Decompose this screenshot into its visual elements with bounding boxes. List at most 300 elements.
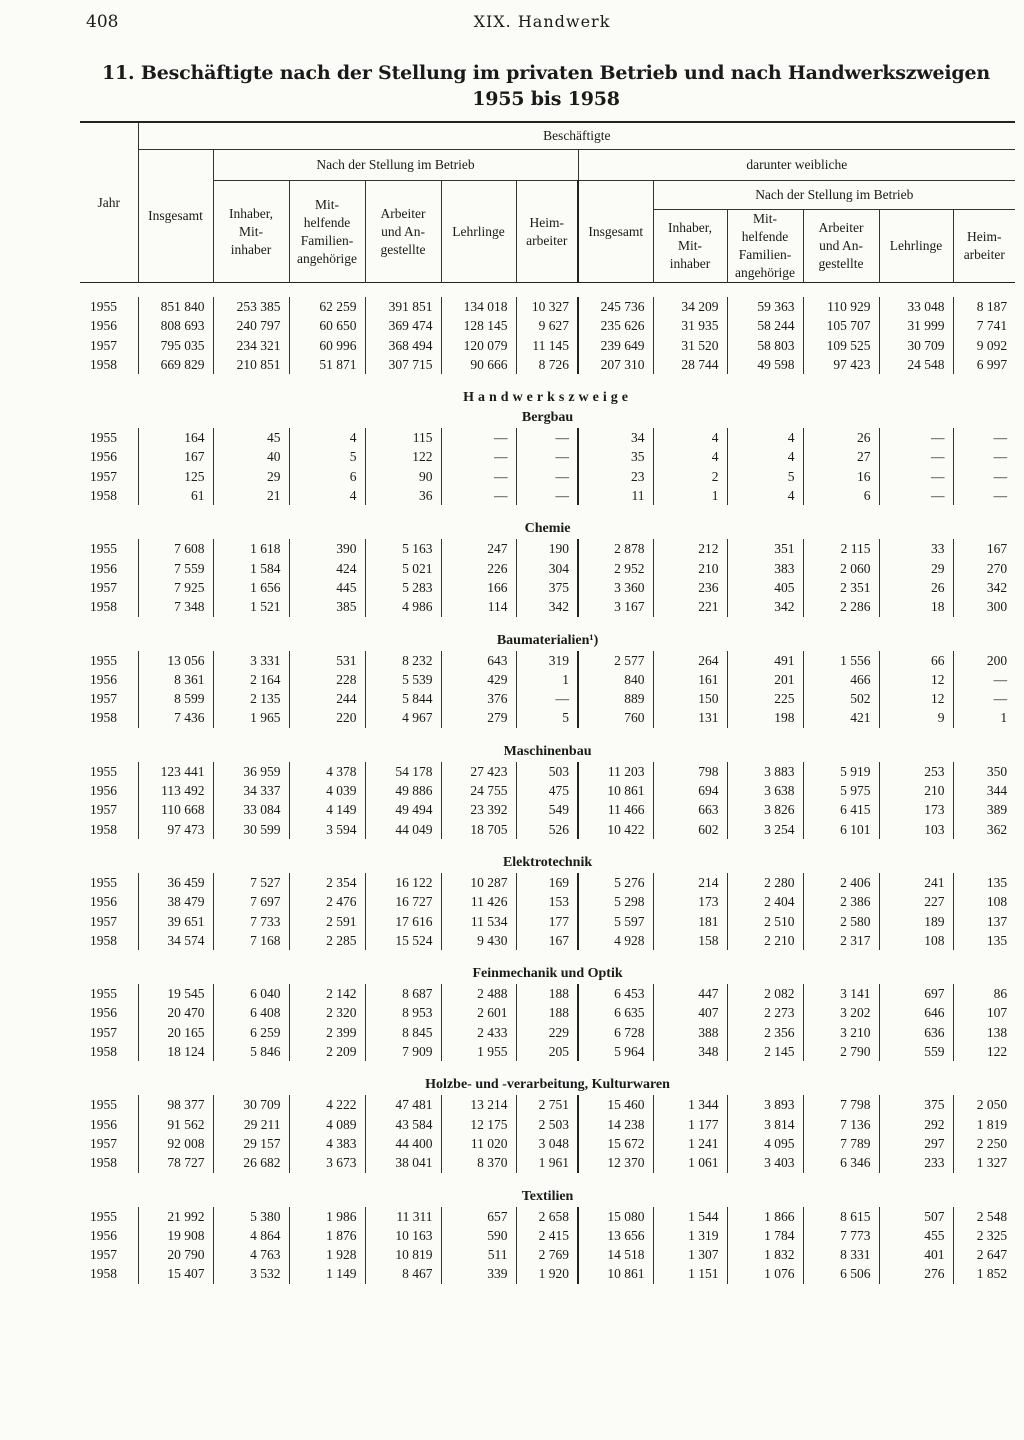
year-cell: 1957 bbox=[90, 1135, 117, 1151]
value-cell: 34 337 bbox=[213, 781, 289, 800]
table-header bbox=[80, 122, 1015, 283]
table-row bbox=[80, 316, 1015, 335]
value-cell: 4 089 bbox=[289, 1115, 365, 1134]
value-cell: 115 bbox=[365, 428, 441, 447]
value-cell: 383 bbox=[727, 559, 803, 578]
value-cell: 2 209 bbox=[289, 1042, 365, 1061]
value-cell: 2 952 bbox=[578, 559, 653, 578]
value-cell: 153 bbox=[516, 892, 578, 911]
value-cell: — bbox=[953, 428, 1015, 447]
value-cell: 5 163 bbox=[365, 539, 441, 558]
value-cell: 210 bbox=[879, 781, 953, 800]
value-cell: 8 370 bbox=[441, 1153, 516, 1172]
value-cell: 304 bbox=[516, 559, 578, 578]
value-cell: 491 bbox=[727, 651, 803, 670]
value-cell: 17 616 bbox=[365, 912, 441, 931]
value-cell: 7 798 bbox=[803, 1095, 879, 1114]
value-cell: 1 832 bbox=[727, 1245, 803, 1264]
value-cell: 1 961 bbox=[516, 1153, 578, 1172]
value-cell: 5 bbox=[516, 708, 578, 727]
value-cell: 6 635 bbox=[578, 1003, 653, 1022]
value-cell: 40 bbox=[213, 447, 289, 466]
value-cell: 270 bbox=[953, 559, 1015, 578]
value-cell: 1 656 bbox=[213, 578, 289, 597]
value-cell: 1 bbox=[953, 708, 1015, 727]
year-cell: 1956 bbox=[90, 671, 117, 687]
value-cell: 18 bbox=[879, 597, 953, 616]
header-mithelfende: Mit- helfende Familien- angehörige bbox=[289, 181, 365, 283]
value-cell: 342 bbox=[727, 597, 803, 616]
value-cell: 19 545 bbox=[138, 984, 213, 1003]
value-cell: 45 bbox=[213, 428, 289, 447]
value-cell: 5 bbox=[289, 447, 365, 466]
value-cell: 2 354 bbox=[289, 873, 365, 892]
value-cell: — bbox=[879, 447, 953, 466]
value-cell: 14 518 bbox=[578, 1245, 653, 1264]
header-w-nach-stellung: Nach der Stellung im Betrieb bbox=[653, 181, 1015, 210]
year-cell: 1957 bbox=[90, 691, 117, 707]
value-cell: 6 101 bbox=[803, 820, 879, 839]
value-cell: 2 601 bbox=[441, 1003, 516, 1022]
value-cell: 5 276 bbox=[578, 873, 653, 892]
table-row bbox=[80, 984, 1015, 1003]
value-cell: 344 bbox=[953, 781, 1015, 800]
value-cell: 10 287 bbox=[441, 873, 516, 892]
value-cell: 401 bbox=[879, 1245, 953, 1264]
value-cell: 2 210 bbox=[727, 931, 803, 950]
value-cell: 91 562 bbox=[138, 1115, 213, 1134]
table-row bbox=[80, 428, 1015, 447]
value-cell: — bbox=[516, 486, 578, 505]
value-cell: 445 bbox=[289, 578, 365, 597]
value-cell: 103 bbox=[879, 820, 953, 839]
value-cell: 198 bbox=[727, 708, 803, 727]
value-cell: 3 673 bbox=[289, 1153, 365, 1172]
table-row bbox=[80, 781, 1015, 800]
value-cell: 27 423 bbox=[441, 762, 516, 781]
value-cell: 2 050 bbox=[953, 1095, 1015, 1114]
section-title: Baumaterialien¹) bbox=[496, 632, 599, 648]
value-cell: 10 163 bbox=[365, 1226, 441, 1245]
year-cell: 1956 bbox=[90, 783, 117, 799]
value-cell: 3 883 bbox=[727, 762, 803, 781]
value-cell: 26 682 bbox=[213, 1153, 289, 1172]
value-cell: 1 151 bbox=[653, 1264, 727, 1283]
value-cell: 8 845 bbox=[365, 1023, 441, 1042]
value-cell: 1 521 bbox=[213, 597, 289, 616]
table-row bbox=[80, 800, 1015, 819]
value-cell: 60 996 bbox=[289, 336, 365, 355]
header-w-lehrlinge: Lehrlinge bbox=[879, 210, 953, 283]
value-cell: 234 321 bbox=[213, 336, 289, 355]
value-cell: 12 bbox=[879, 670, 953, 689]
value-cell: 2 082 bbox=[727, 984, 803, 1003]
value-cell: 173 bbox=[653, 892, 727, 911]
value-cell: 60 650 bbox=[289, 316, 365, 335]
value-cell: 1 149 bbox=[289, 1264, 365, 1283]
value-cell: 602 bbox=[653, 820, 727, 839]
year-cell: 1955 bbox=[90, 1097, 117, 1113]
value-cell: 27 bbox=[803, 447, 879, 466]
table-row bbox=[80, 297, 1015, 316]
year-cell: 1955 bbox=[90, 430, 117, 446]
value-cell: 2 bbox=[653, 467, 727, 486]
table-row bbox=[80, 1095, 1015, 1114]
value-cell: 4 967 bbox=[365, 708, 441, 727]
value-cell: 8 187 bbox=[953, 297, 1015, 316]
value-cell: 20 165 bbox=[138, 1023, 213, 1042]
value-cell: 2 250 bbox=[953, 1134, 1015, 1153]
value-cell: 9 bbox=[879, 708, 953, 727]
value-cell: 16 727 bbox=[365, 892, 441, 911]
value-cell: 3 202 bbox=[803, 1003, 879, 1022]
value-cell: 798 bbox=[653, 762, 727, 781]
value-cell: 30 599 bbox=[213, 820, 289, 839]
value-cell: 4 bbox=[727, 447, 803, 466]
value-cell: 1 344 bbox=[653, 1095, 727, 1114]
year-cell: 1955 bbox=[90, 1208, 117, 1224]
page-number: 408 bbox=[86, 12, 119, 32]
value-cell: — bbox=[953, 689, 1015, 708]
value-cell: 292 bbox=[879, 1115, 953, 1134]
value-cell: 214 bbox=[653, 873, 727, 892]
value-cell: 90 666 bbox=[441, 355, 516, 374]
spacer-row bbox=[80, 1061, 1015, 1075]
value-cell: 3 893 bbox=[727, 1095, 803, 1114]
table-row bbox=[80, 1153, 1015, 1172]
year-cell: 1956 bbox=[90, 560, 117, 576]
value-cell: 220 bbox=[289, 708, 365, 727]
value-cell: 1 177 bbox=[653, 1115, 727, 1134]
value-cell: 150 bbox=[653, 689, 727, 708]
value-cell: 44 400 bbox=[365, 1134, 441, 1153]
value-cell: 16 bbox=[803, 467, 879, 486]
value-cell: 247 bbox=[441, 539, 516, 558]
value-cell: 4 095 bbox=[727, 1134, 803, 1153]
value-cell: — bbox=[441, 486, 516, 505]
value-cell: 11 534 bbox=[441, 912, 516, 931]
value-cell: 107 bbox=[953, 1003, 1015, 1022]
value-cell: 90 bbox=[365, 467, 441, 486]
value-cell: 5 975 bbox=[803, 781, 879, 800]
value-cell: 350 bbox=[953, 762, 1015, 781]
value-cell: 2 325 bbox=[953, 1226, 1015, 1245]
value-cell: 167 bbox=[953, 539, 1015, 558]
value-cell: 66 bbox=[879, 651, 953, 670]
value-cell: 2 488 bbox=[441, 984, 516, 1003]
header-inhaber: Inhaber, Mit- inhaber bbox=[213, 181, 289, 283]
value-cell: 61 bbox=[138, 486, 213, 505]
table-row bbox=[80, 912, 1015, 931]
spacer-row bbox=[80, 728, 1015, 742]
value-cell: 2 433 bbox=[441, 1023, 516, 1042]
value-cell: — bbox=[879, 467, 953, 486]
value-cell: 2 386 bbox=[803, 892, 879, 911]
table-row bbox=[80, 1003, 1015, 1022]
value-cell: 3 210 bbox=[803, 1023, 879, 1042]
value-cell: 7 697 bbox=[213, 892, 289, 911]
value-cell: 407 bbox=[653, 1003, 727, 1022]
value-cell: 23 bbox=[578, 467, 653, 486]
value-cell: 134 018 bbox=[441, 297, 516, 316]
value-cell: 58 244 bbox=[727, 316, 803, 335]
title-line-2: 1955 bis 1958 bbox=[472, 88, 620, 110]
value-cell: 49 494 bbox=[365, 800, 441, 819]
value-cell: 235 626 bbox=[578, 316, 653, 335]
value-cell: 4 928 bbox=[578, 931, 653, 950]
value-cell: 1 986 bbox=[289, 1207, 365, 1226]
table-row bbox=[80, 931, 1015, 950]
value-cell: 8 232 bbox=[365, 651, 441, 670]
value-cell: 279 bbox=[441, 708, 516, 727]
value-cell: 21 bbox=[213, 486, 289, 505]
value-cell: 24 548 bbox=[879, 355, 953, 374]
value-cell: 5 539 bbox=[365, 670, 441, 689]
value-cell: — bbox=[516, 447, 578, 466]
table-row bbox=[80, 689, 1015, 708]
value-cell: 131 bbox=[653, 708, 727, 727]
section-title: Chemie bbox=[524, 521, 571, 537]
page-header bbox=[86, 12, 998, 38]
value-cell: 3 594 bbox=[289, 820, 365, 839]
value-cell: 502 bbox=[803, 689, 879, 708]
value-cell: 110 929 bbox=[803, 297, 879, 316]
value-cell: 26 bbox=[803, 428, 879, 447]
value-cell: 2 399 bbox=[289, 1023, 365, 1042]
section-title: Textilien bbox=[521, 1188, 574, 1204]
value-cell: — bbox=[516, 467, 578, 486]
value-cell: 2 647 bbox=[953, 1245, 1015, 1264]
value-cell: 7 773 bbox=[803, 1226, 879, 1245]
value-cell: 1 bbox=[516, 670, 578, 689]
value-cell: 30 709 bbox=[879, 336, 953, 355]
value-cell: 18 705 bbox=[441, 820, 516, 839]
value-cell: 161 bbox=[653, 670, 727, 689]
value-cell: 221 bbox=[653, 597, 727, 616]
value-cell: 1 bbox=[653, 486, 727, 505]
value-cell: 531 bbox=[289, 651, 365, 670]
value-cell: 188 bbox=[516, 1003, 578, 1022]
value-cell: 6 506 bbox=[803, 1264, 879, 1283]
value-cell: 2 142 bbox=[289, 984, 365, 1003]
year-cell: 1958 bbox=[90, 821, 117, 837]
value-cell: 1 928 bbox=[289, 1245, 365, 1264]
value-cell: 6 997 bbox=[953, 355, 1015, 374]
value-cell: — bbox=[516, 689, 578, 708]
value-cell: 5 844 bbox=[365, 689, 441, 708]
value-cell: 13 056 bbox=[138, 651, 213, 670]
value-cell: 375 bbox=[879, 1095, 953, 1114]
value-cell: 376 bbox=[441, 689, 516, 708]
value-cell: 3 638 bbox=[727, 781, 803, 800]
value-cell: 33 048 bbox=[879, 297, 953, 316]
value-cell: — bbox=[516, 428, 578, 447]
value-cell: 15 672 bbox=[578, 1134, 653, 1153]
value-cell: 210 851 bbox=[213, 355, 289, 374]
value-cell: 889 bbox=[578, 689, 653, 708]
value-cell: 228 bbox=[289, 670, 365, 689]
year-cell: 1957 bbox=[90, 1024, 117, 1040]
header-w-heimarbeiter: Heim- arbeiter bbox=[953, 210, 1015, 283]
value-cell: 8 467 bbox=[365, 1264, 441, 1283]
table-row bbox=[80, 539, 1015, 558]
value-cell: 4 bbox=[727, 486, 803, 505]
section-heading-row bbox=[80, 964, 1015, 984]
header-w-mithelfende: Mit- helfende Familien- angehörige bbox=[727, 210, 803, 283]
value-cell: 4 039 bbox=[289, 781, 365, 800]
value-cell: 300 bbox=[953, 597, 1015, 616]
value-cell: 10 819 bbox=[365, 1245, 441, 1264]
value-cell: 239 649 bbox=[578, 336, 653, 355]
value-cell: 190 bbox=[516, 539, 578, 558]
value-cell: 429 bbox=[441, 670, 516, 689]
value-cell: 11 311 bbox=[365, 1207, 441, 1226]
value-cell: 2 164 bbox=[213, 670, 289, 689]
value-cell: 6 728 bbox=[578, 1023, 653, 1042]
table-row bbox=[80, 1134, 1015, 1153]
value-cell: 120 079 bbox=[441, 336, 516, 355]
value-cell: 97 423 bbox=[803, 355, 879, 374]
value-cell: 18 124 bbox=[138, 1042, 213, 1061]
value-cell: 29 bbox=[879, 559, 953, 578]
value-cell: 2 580 bbox=[803, 912, 879, 931]
value-cell: 4 378 bbox=[289, 762, 365, 781]
header-lehrlinge: Lehrlinge bbox=[441, 181, 516, 283]
table-row bbox=[80, 1245, 1015, 1264]
value-cell: 2 751 bbox=[516, 1095, 578, 1114]
value-cell: 307 715 bbox=[365, 355, 441, 374]
value-cell: 6 408 bbox=[213, 1003, 289, 1022]
value-cell: 3 048 bbox=[516, 1134, 578, 1153]
year-cell: 1956 bbox=[90, 1116, 117, 1132]
value-cell: 351 bbox=[727, 539, 803, 558]
value-cell: 33 084 bbox=[213, 800, 289, 819]
value-cell: 9 627 bbox=[516, 316, 578, 335]
value-cell: 210 bbox=[653, 559, 727, 578]
value-cell: 2 356 bbox=[727, 1023, 803, 1042]
table-row bbox=[80, 670, 1015, 689]
value-cell: 8 361 bbox=[138, 670, 213, 689]
table-row bbox=[80, 578, 1015, 597]
value-cell: 2 591 bbox=[289, 912, 365, 931]
value-cell: — bbox=[953, 467, 1015, 486]
year-cell: 1958 bbox=[90, 710, 117, 726]
value-cell: 7 436 bbox=[138, 708, 213, 727]
year-cell: 1957 bbox=[90, 913, 117, 929]
section-title: Feinmechanik und Optik bbox=[472, 966, 623, 982]
value-cell: 122 bbox=[953, 1042, 1015, 1061]
value-cell: 2 790 bbox=[803, 1042, 879, 1061]
year-cell: 1956 bbox=[90, 1227, 117, 1243]
value-cell: 1 965 bbox=[213, 708, 289, 727]
value-cell: — bbox=[953, 486, 1015, 505]
year-cell: 1955 bbox=[90, 652, 117, 668]
section-heading-row bbox=[80, 853, 1015, 873]
year-cell: 1955 bbox=[90, 541, 117, 557]
value-cell: 1 819 bbox=[953, 1115, 1015, 1134]
value-cell: 244 bbox=[289, 689, 365, 708]
header-arbeiter: Arbeiter und An- gestellte bbox=[365, 181, 441, 283]
value-cell: 2 476 bbox=[289, 892, 365, 911]
value-cell: 590 bbox=[441, 1226, 516, 1245]
value-cell: 241 bbox=[879, 873, 953, 892]
value-cell: 138 bbox=[953, 1023, 1015, 1042]
value-cell: 851 840 bbox=[138, 297, 213, 316]
value-cell: 4 864 bbox=[213, 1226, 289, 1245]
value-cell: 1 618 bbox=[213, 539, 289, 558]
value-cell: 128 145 bbox=[441, 316, 516, 335]
value-cell: 4 bbox=[653, 428, 727, 447]
running-head: XIX. Handwerk bbox=[473, 12, 611, 31]
value-cell: 2 404 bbox=[727, 892, 803, 911]
value-cell: 1 061 bbox=[653, 1153, 727, 1172]
section-title: Holzbe- und -verarbeitung, Kulturwaren bbox=[425, 1077, 670, 1093]
value-cell: 177 bbox=[516, 912, 578, 931]
value-cell: 13 656 bbox=[578, 1226, 653, 1245]
value-cell: — bbox=[441, 428, 516, 447]
value-cell: 158 bbox=[653, 931, 727, 950]
spacer-row bbox=[80, 374, 1015, 388]
value-cell: 455 bbox=[879, 1226, 953, 1245]
table-row bbox=[80, 1115, 1015, 1134]
value-cell: 35 bbox=[578, 447, 653, 466]
value-cell: 1 241 bbox=[653, 1134, 727, 1153]
value-cell: 1 584 bbox=[213, 559, 289, 578]
value-cell: 447 bbox=[653, 984, 727, 1003]
header-w-insgesamt: Insgesamt bbox=[578, 181, 653, 283]
value-cell: 4 763 bbox=[213, 1245, 289, 1264]
section-heading-row bbox=[80, 742, 1015, 762]
value-cell: 549 bbox=[516, 800, 578, 819]
spacer-row bbox=[80, 839, 1015, 853]
spacer-row bbox=[80, 505, 1015, 519]
value-cell: 31 999 bbox=[879, 316, 953, 335]
value-cell: 2 286 bbox=[803, 597, 879, 616]
table-row bbox=[80, 708, 1015, 727]
value-cell: 6 bbox=[803, 486, 879, 505]
value-cell: 7 527 bbox=[213, 873, 289, 892]
value-cell: 7 168 bbox=[213, 931, 289, 950]
year-cell: 1956 bbox=[90, 1005, 117, 1021]
value-cell: 23 392 bbox=[441, 800, 516, 819]
year-cell: 1957 bbox=[90, 468, 117, 484]
table-row bbox=[80, 486, 1015, 505]
value-cell: 3 254 bbox=[727, 820, 803, 839]
value-cell: 62 259 bbox=[289, 297, 365, 316]
value-cell: 646 bbox=[879, 1003, 953, 1022]
value-cell: 2 273 bbox=[727, 1003, 803, 1022]
value-cell: 2 510 bbox=[727, 912, 803, 931]
value-cell: 2 320 bbox=[289, 1003, 365, 1022]
value-cell: 760 bbox=[578, 708, 653, 727]
value-cell: 7 559 bbox=[138, 559, 213, 578]
value-cell: 4 bbox=[289, 428, 365, 447]
table-row bbox=[80, 467, 1015, 486]
value-cell: 188 bbox=[516, 984, 578, 1003]
section-title: Bergbau bbox=[521, 410, 574, 426]
value-cell: 348 bbox=[653, 1042, 727, 1061]
value-cell: 389 bbox=[953, 800, 1015, 819]
value-cell: 4 bbox=[727, 428, 803, 447]
header-darunter-weibliche: darunter weibliche bbox=[578, 150, 1015, 181]
value-cell: 108 bbox=[953, 892, 1015, 911]
value-cell: 137 bbox=[953, 912, 1015, 931]
category-heading-row bbox=[80, 388, 1015, 408]
value-cell: 28 744 bbox=[653, 355, 727, 374]
value-cell: 51 871 bbox=[289, 355, 365, 374]
value-cell: 98 377 bbox=[138, 1095, 213, 1114]
value-cell: 694 bbox=[653, 781, 727, 800]
